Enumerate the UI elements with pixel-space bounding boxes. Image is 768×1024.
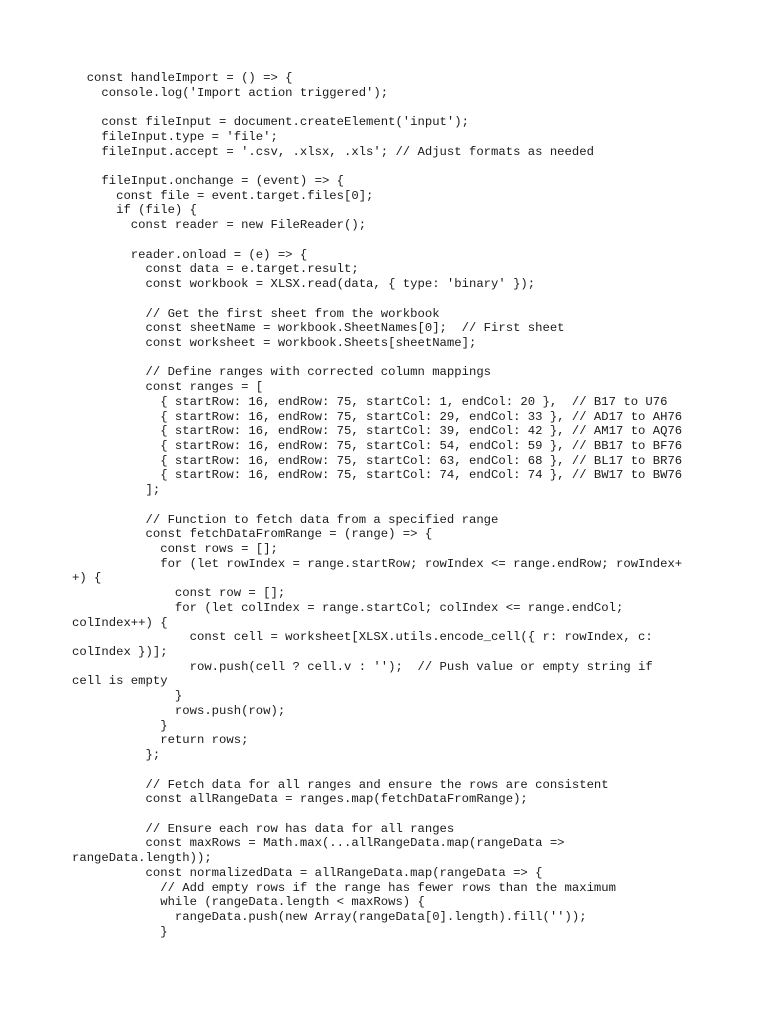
code-line: for (let colIndex = range.startCol; colIndex <= range.endCol; <box>72 600 624 615</box>
code-line: const row = []; <box>72 586 286 601</box>
code-line: { startRow: 16, endRow: 75, startCol: 54, endCol: 59 }, // BB17 to BF76 <box>72 438 683 453</box>
code-line: } <box>72 718 168 733</box>
code-line: } <box>72 924 168 939</box>
code-line: if (file) { <box>72 203 197 218</box>
code-line: colIndex++) { <box>72 615 168 630</box>
code-line: const file = event.target.files[0]; <box>72 188 374 203</box>
code-line: const ranges = [ <box>72 380 264 395</box>
code-line <box>72 351 712 366</box>
code-line: rows.push(row); <box>72 703 286 718</box>
code-line: const data = e.target.result; <box>72 262 359 277</box>
code-line: // Get the first sheet from the workbook <box>72 306 440 321</box>
code-line: +) { <box>72 571 102 586</box>
code-line: console.log('Import action triggered'); <box>72 85 389 100</box>
code-line: fileInput.type = 'file'; <box>72 129 278 144</box>
code-line: { startRow: 16, endRow: 75, startCol: 39, endCol: 42 }, // AM17 to AQ76 <box>72 424 683 439</box>
code-line <box>72 100 712 115</box>
code-line: const handleImport = () => { <box>72 71 293 85</box>
code-line: }; <box>72 748 161 763</box>
code-line <box>72 292 712 307</box>
code-line: row.push(cell ? cell.v : ''); // Push value or empty string if <box>72 659 653 674</box>
code-line: const fileInput = document.createElement('input'); <box>72 115 469 130</box>
code-line: const reader = new FileReader(); <box>72 218 367 233</box>
code-line: } <box>72 689 183 704</box>
code-line: const sheetName = workbook.SheetNames[0]; // First sheet <box>72 321 565 336</box>
code-line: const cell = worksheet[XLSX.utils.encode_cell({ r: rowIndex, c: <box>72 630 653 645</box>
code-line: // Fetch data for all ranges and ensure the rows are consistent <box>72 777 609 792</box>
code-line: const allRangeData = ranges.map(fetchDataFromRange); <box>72 792 528 807</box>
code-line: const rows = []; <box>72 542 278 556</box>
code-line: // Define ranges with corrected column mappings <box>72 365 492 380</box>
code-line: colIndex })]; <box>72 645 168 660</box>
code-line: // Add empty rows if the range has fewer rows than the maximum <box>72 880 616 895</box>
code-line <box>72 807 712 822</box>
code-line <box>72 159 712 174</box>
code-line <box>72 498 712 513</box>
code-line: const workbook = XLSX.read(data, { type: 'binary' }); <box>72 277 536 292</box>
code-line: const normalizedData = allRangeData.map(rangeData => { <box>72 865 543 880</box>
code-line: rangeData.length)); <box>72 851 212 866</box>
code-line: { startRow: 16, endRow: 75, startCol: 29, endCol: 33 }, // AD17 to AH76 <box>72 409 683 424</box>
code-line: return rows; <box>72 733 249 748</box>
code-line: for (let rowIndex = range.startRow; rowIndex <= range.endRow; rowIndex+ <box>72 556 683 571</box>
code-line: { startRow: 16, endRow: 75, startCol: 1, endCol: 20 }, // B17 to U76 <box>72 394 668 409</box>
code-line <box>72 763 712 778</box>
code-line: fileInput.onchange = (event) => { <box>72 174 344 189</box>
code-line: reader.onload = (e) => { <box>72 247 308 262</box>
code-line: { startRow: 16, endRow: 75, startCol: 74, endCol: 74 }, // BW17 to BW76 <box>72 468 683 483</box>
code-line: cell is empty <box>72 674 168 689</box>
code-line: while (rangeData.length < maxRows) { <box>72 895 425 910</box>
code-line: // Ensure each row has data for all ranges <box>72 821 455 836</box>
code-line: fileInput.accept = '.csv, .xlsx, .xls'; // Adjust formats as needed <box>72 144 594 159</box>
code-line: { startRow: 16, endRow: 75, startCol: 63, endCol: 68 }, // BL17 to BR76 <box>72 453 683 468</box>
code-block <box>72 71 712 939</box>
code-line: const fetchDataFromRange = (range) => { <box>72 527 433 542</box>
code-line <box>72 233 712 248</box>
code-line: ]; <box>72 483 161 498</box>
code-line: rangeData.push(new Array(rangeData[0].length).fill('')); <box>72 909 587 924</box>
code-line: const maxRows = Math.max(...allRangeData.map(rangeData => <box>72 836 565 851</box>
code-line: const worksheet = workbook.Sheets[sheetName]; <box>72 335 477 350</box>
code-line: // Function to fetch data from a specified range <box>72 512 499 527</box>
